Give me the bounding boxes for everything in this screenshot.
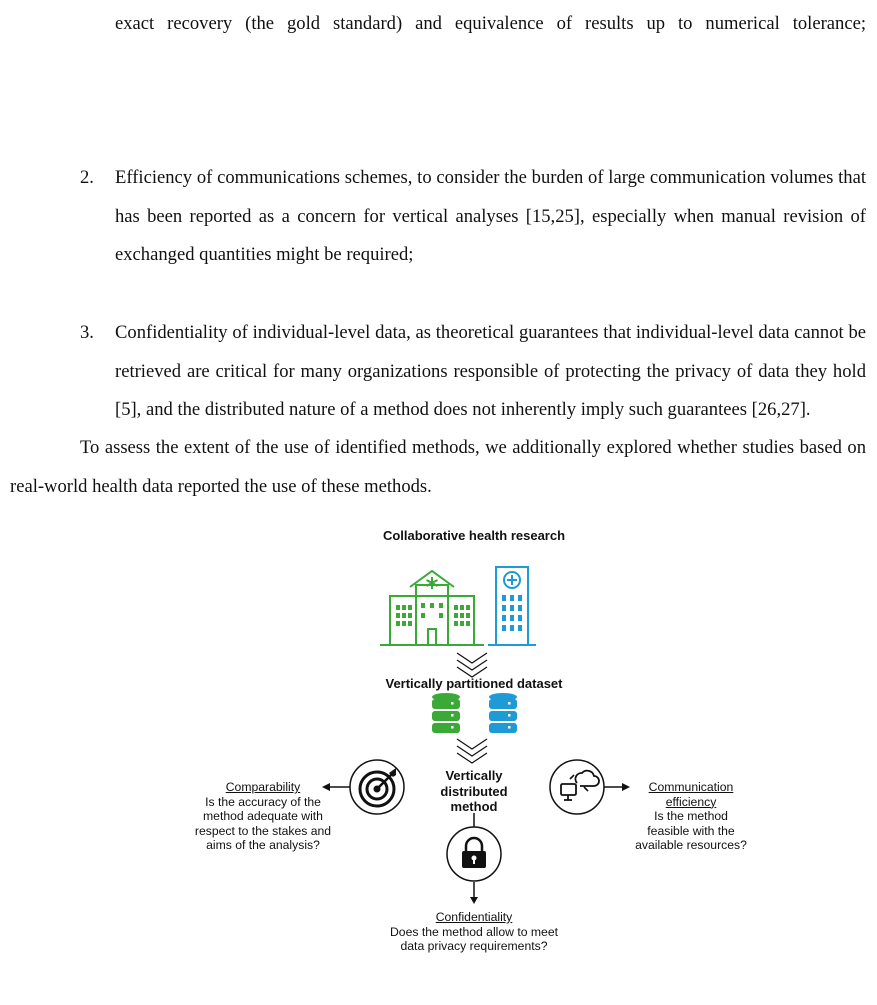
- target-icon: [350, 760, 404, 814]
- chevron-down-icon: [457, 653, 487, 677]
- comparability-label: Comparability Is the accuracy of the method adequate with respect to the stakes and aims of the analysis?: [178, 780, 348, 853]
- center-method-label: Vertically distributed method: [440, 768, 508, 814]
- database-icon: [432, 693, 460, 733]
- chevron-down-icon: [457, 739, 487, 763]
- confidentiality-heading: Confidentiality: [435, 910, 513, 924]
- item-3-number: 3.: [80, 322, 94, 343]
- figure-middle-title: Vertically partitioned dataset: [385, 676, 563, 691]
- item-1-continuation: exact recovery (the gold standard) and equivalence of results up to numerical tolerance;: [115, 13, 866, 34]
- confidentiality-label: Confidentiality Does the method allow to meet data privacy requirements?: [364, 910, 584, 954]
- communication-label: Communication efficiency Is the method feasible with the available resources?: [616, 780, 766, 853]
- arrow-down-icon: [470, 882, 478, 904]
- cloud-computer-icon: [550, 760, 604, 814]
- lock-icon: [447, 827, 501, 881]
- communication-heading: Communication: [648, 780, 734, 794]
- item-3-text: Confidentiality of individual-level data, as theoretical guarantees that individual-level data cannot be retrieved are critical for many organizations responsible of protecting the privacy of data they hold [5], and the distributed nature of a method does not inherently imply such guarantees [26,27].: [115, 322, 866, 421]
- comparability-heading: Comparability: [225, 780, 301, 794]
- closing-paragraph: To assess the extent of the use of identified methods, we additionally explored whether studies based on real-world health data reported the use of these methods.: [10, 437, 866, 497]
- building-icon: [488, 567, 536, 645]
- hospital-icon: [380, 571, 484, 645]
- database-icon: [489, 693, 517, 733]
- figure-vertical-method-criteria: [0, 525, 877, 1005]
- item-2-text: Efficiency of communications schemes, to consider the burden of large communication volumes that has been reported as a concern for vertical analyses [15,25], especially when manual revision of exchanged quantities might be required;: [115, 167, 866, 266]
- item-2-number: 2.: [80, 167, 94, 188]
- figure-top-title: Collaborative health research: [382, 528, 566, 543]
